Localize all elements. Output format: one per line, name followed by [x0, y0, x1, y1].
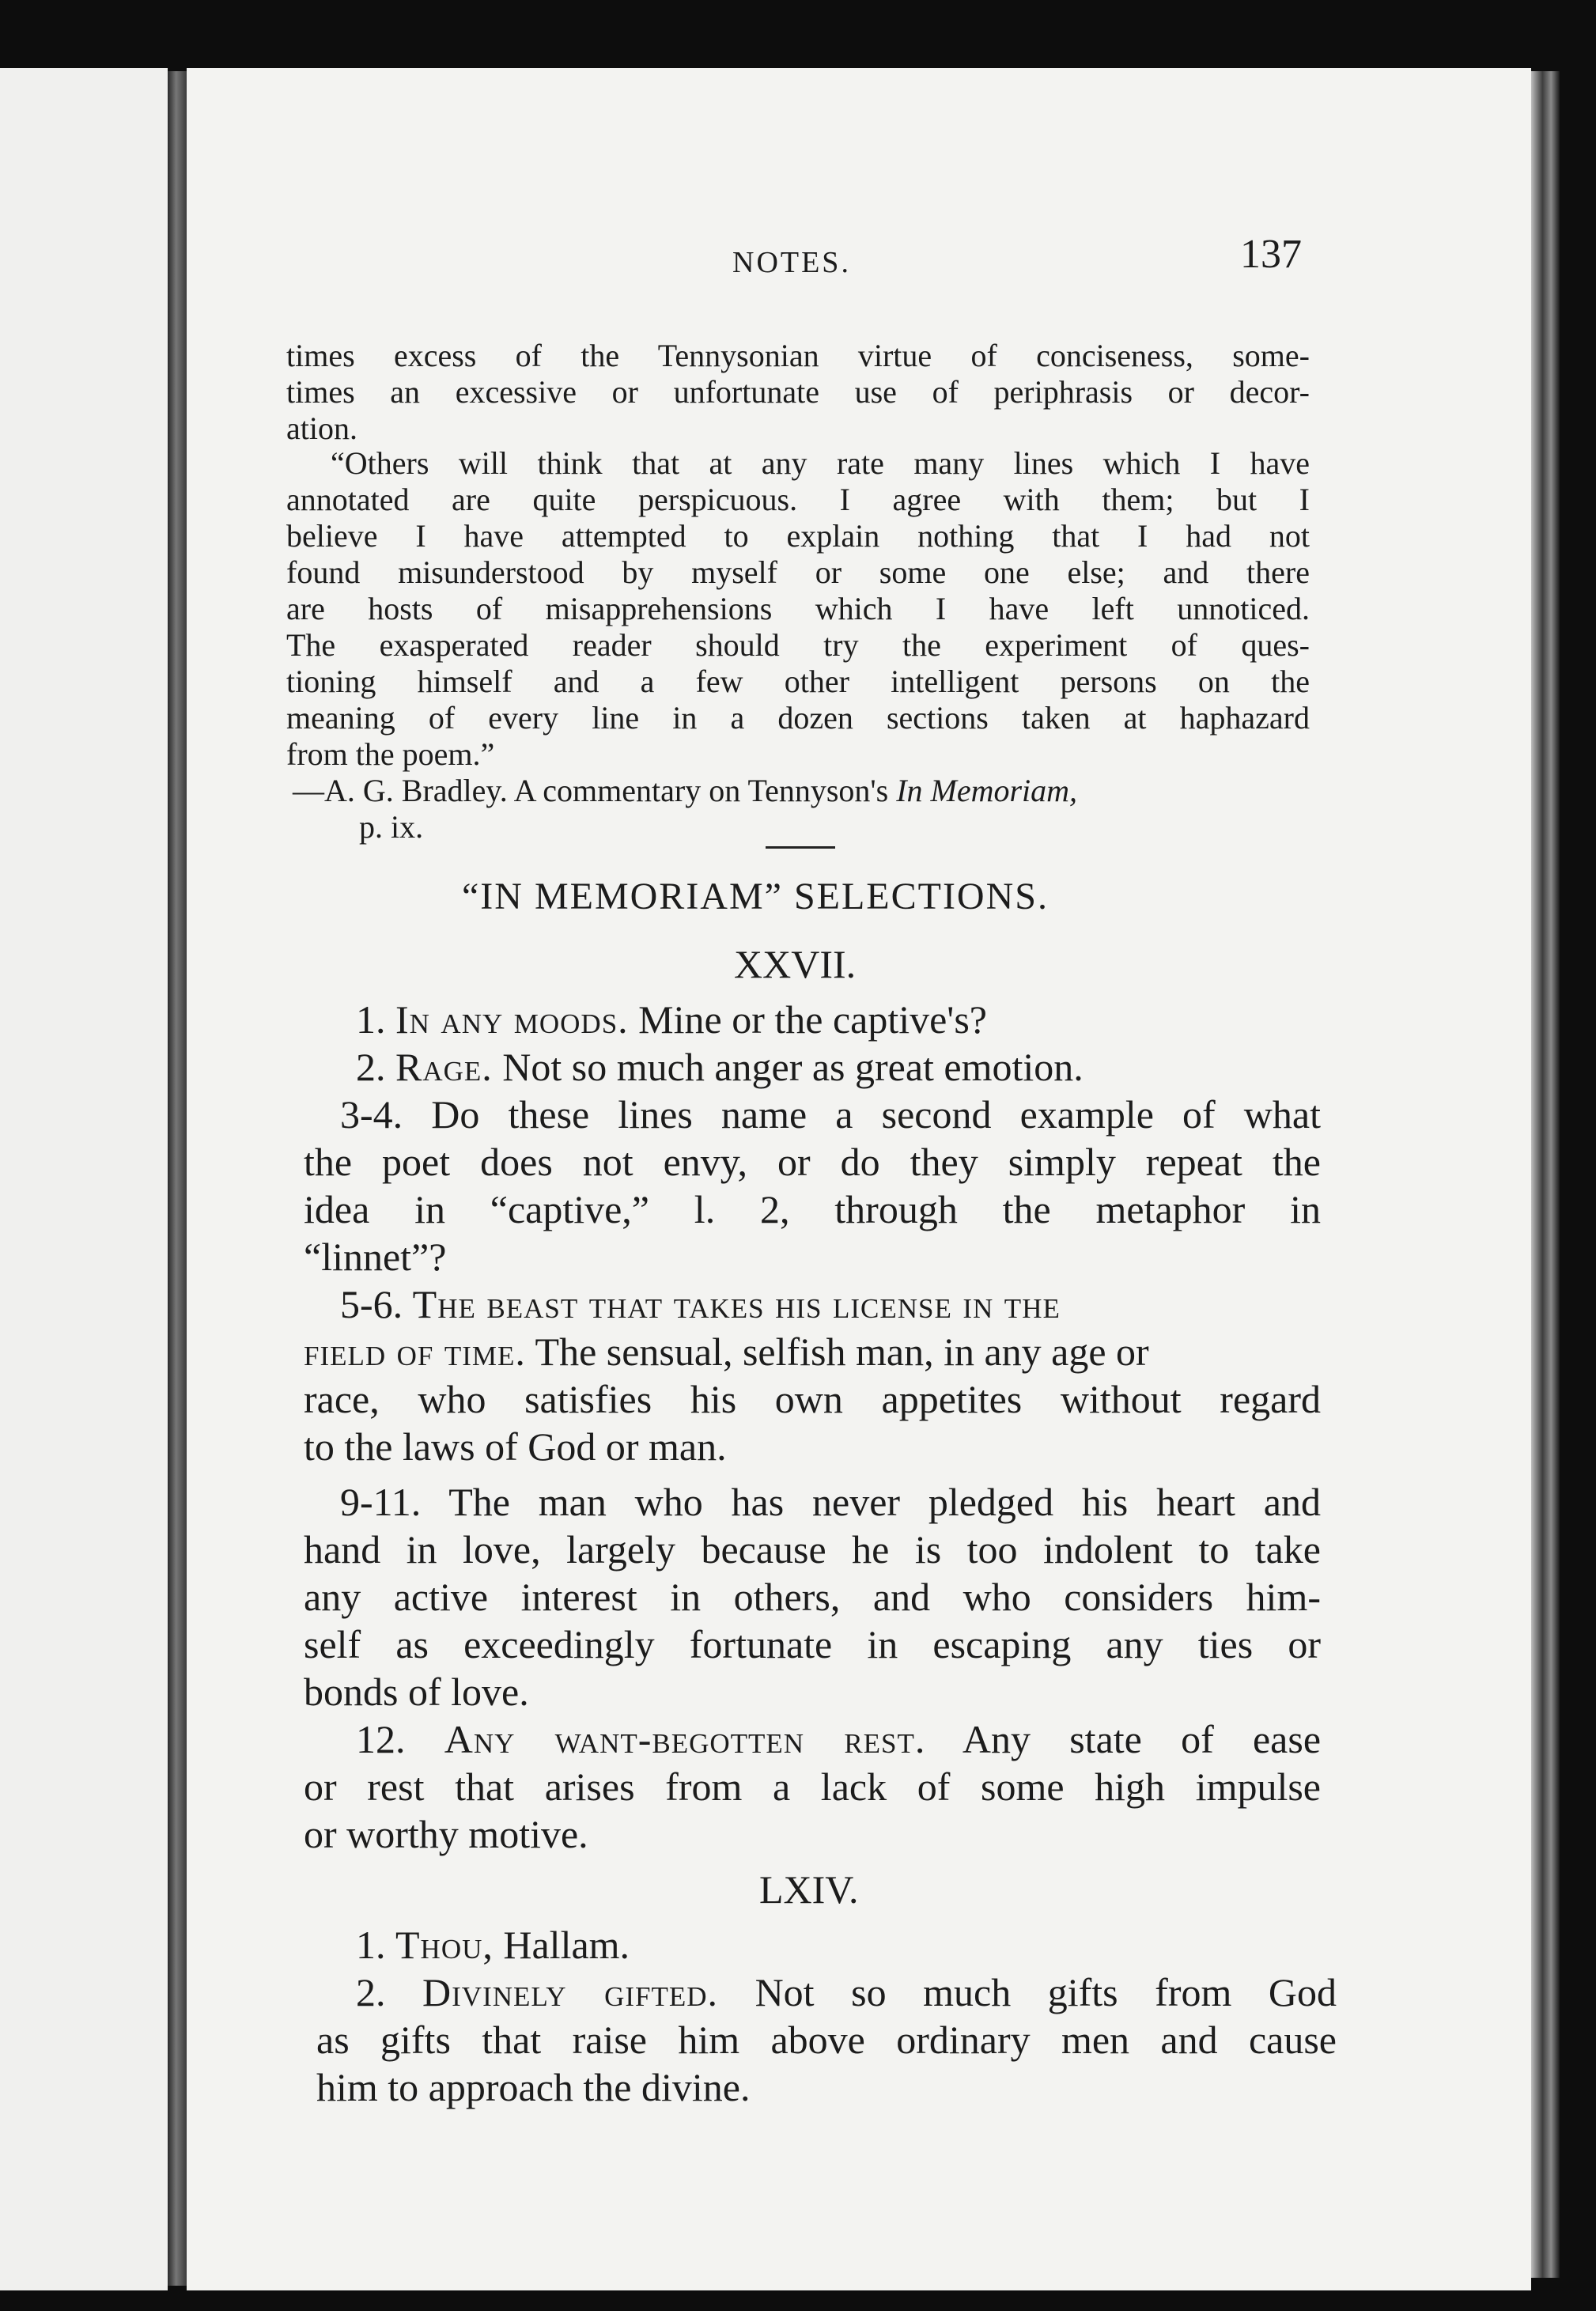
note-line: him to approach the divine. — [316, 2065, 751, 2109]
section-title: “IN MEMORIAM” SELECTIONS. — [462, 876, 1049, 917]
section-heading: XXVII. — [734, 942, 857, 986]
note-line: “linnet”? — [304, 1235, 447, 1279]
page-number: 137 — [1240, 232, 1302, 277]
page-edge — [1531, 71, 1560, 2278]
note-text: Not so much anger as great emotion. — [492, 1045, 1084, 1089]
note-line: as gifts that raise him above ordinary men and cause — [316, 2018, 1337, 2062]
note-line — [356, 997, 987, 1042]
attribution-page: p. ix. — [359, 809, 424, 845]
note-lemma: field of time. — [304, 1329, 526, 1374]
commentary-line: tioning himself and a few other intelligent persons on the — [286, 664, 1310, 699]
note-text: Do these lines name a second example of what — [431, 1092, 1322, 1137]
note-lemma: Thou, — [395, 1923, 494, 1967]
note-line — [340, 1479, 1321, 1525]
note-line — [356, 1922, 630, 1968]
commentary-line: ation. — [286, 410, 357, 446]
commentary-line: The exasperated reader should try the experiment of ques- — [286, 627, 1310, 663]
commentary-line: times excess of the Tennysonian virtue of conciseness, some- — [286, 338, 1310, 373]
note-ref: 1. — [356, 997, 395, 1042]
note-text: Any state of ease — [925, 1717, 1322, 1761]
note-line: idea in “captive,” l. 2, through the metaphor in — [304, 1187, 1321, 1231]
note-lemma: The beast that takes his license in the — [412, 1282, 1061, 1326]
section-divider — [766, 846, 835, 849]
commentary-line: times an excessive or unfortunate use of periphrasis or decor- — [286, 374, 1310, 410]
attribution-text: —A. G. Bradley. A commentary on Tennyson's — [293, 773, 897, 808]
commentary-line: found misunderstood by myself or some one else; and there — [286, 554, 1310, 590]
note-line: any active interest in others, and who considers him- — [304, 1575, 1321, 1619]
note-line: hand in love, largely because he is too indolent to take — [304, 1527, 1321, 1572]
commentary-line: are hosts of misapprehensions which I have left unnoticed. — [286, 591, 1310, 626]
note-line — [356, 1044, 1084, 1090]
note-ref: 9-11. — [340, 1480, 449, 1524]
commentary-line: annotated are quite perspicuous. I agree with them; but I — [286, 482, 1310, 517]
note-ref: 5-6. — [340, 1282, 413, 1326]
note-line: to the laws of God or man. — [304, 1424, 727, 1469]
attribution-title: In Memoriam, — [896, 773, 1078, 808]
note-lemma: Any want-begotten rest. — [444, 1717, 926, 1761]
commentary-line: believe I have attempted to explain nothing that I had not — [286, 518, 1310, 554]
note-text: Hallam. — [493, 1923, 630, 1967]
note-text: Not so much gifts from God — [718, 1970, 1337, 2014]
note-line: race, who satisfies his own appetites without regard — [304, 1377, 1321, 1421]
left-page — [0, 68, 168, 2290]
attribution — [293, 772, 1077, 809]
note-line: the poet does not envy, or do they simply repeat the — [304, 1140, 1321, 1184]
book-gutter — [168, 71, 187, 2286]
note-text: The man who has never pledged his heart and — [448, 1480, 1321, 1524]
note-line — [340, 1091, 1321, 1137]
note-lemma: In any moods. — [395, 997, 629, 1042]
note-line — [356, 1716, 1321, 1762]
note-text: The sensual, selfish man, in any age or — [525, 1329, 1149, 1374]
note-ref: 2. — [356, 1970, 423, 2014]
note-line: self as exceedingly fortunate in escaping any ties or — [304, 1622, 1321, 1666]
note-line — [356, 1969, 1337, 2015]
note-line — [340, 1281, 1061, 1327]
commentary-line: meaning of every line in a dozen sections taken at haphazard — [286, 700, 1310, 736]
note-lemma: Divinely gifted. — [422, 1970, 719, 2014]
note-ref: 2. — [356, 1045, 395, 1089]
note-ref: 3-4. — [340, 1092, 432, 1137]
note-text: Mine or the captive's? — [628, 997, 987, 1042]
running-head: NOTES. — [732, 246, 851, 279]
note-ref: 12. — [356, 1717, 444, 1761]
note-line — [304, 1329, 1149, 1375]
commentary-line: from the poem.” — [286, 736, 495, 772]
commentary-line: “Others will think that at any rate many lines which I have — [331, 445, 1310, 481]
section-heading: LXIV. — [759, 1867, 859, 1912]
note-line: bonds of love. — [304, 1670, 529, 1714]
note-lemma: Rage. — [395, 1045, 493, 1089]
note-line: or worthy motive. — [304, 1812, 588, 1856]
note-ref: 1. — [356, 1923, 395, 1967]
note-line: or rest that arises from a lack of some high impulse — [304, 1764, 1321, 1809]
